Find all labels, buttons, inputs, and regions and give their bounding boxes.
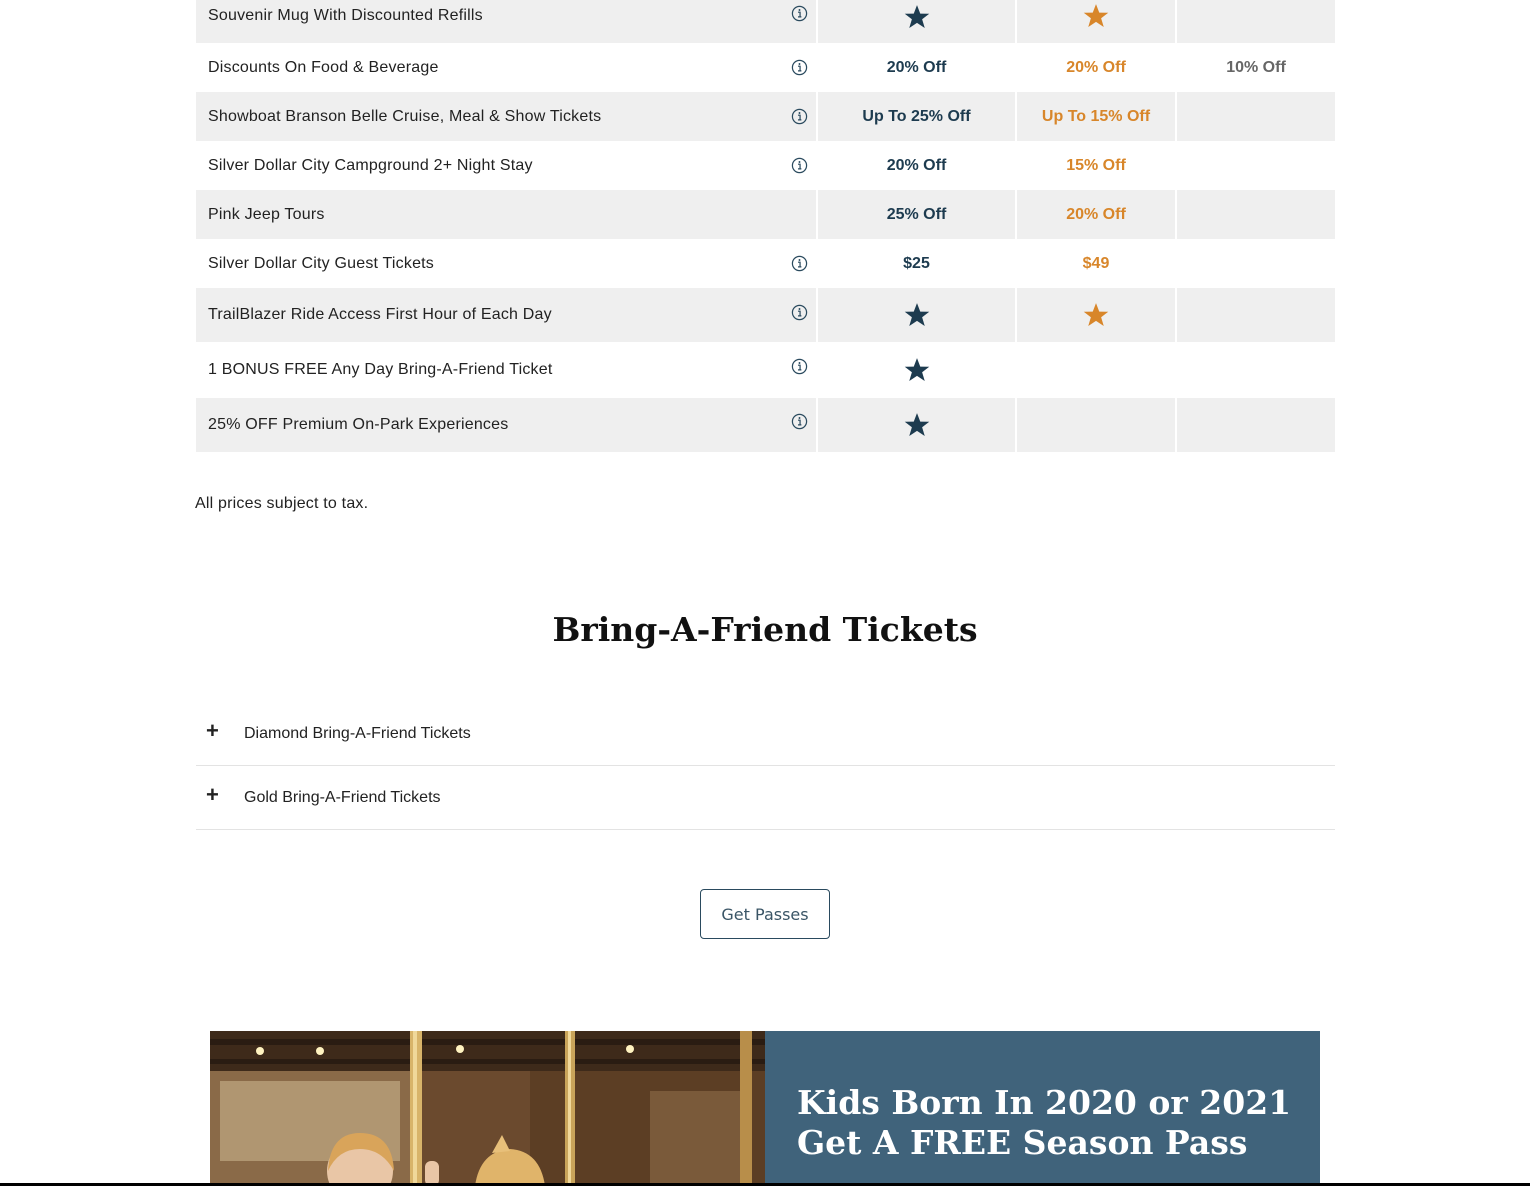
- diamond-cell: 20% Off: [816, 141, 1015, 190]
- info-cell-empty: [783, 190, 816, 239]
- accordion-item-diamond[interactable]: [196, 702, 1335, 766]
- diamond-cell: 20% Off: [816, 43, 1015, 92]
- table-row: [196, 43, 1335, 92]
- gold-cell: Up To 15% Off: [1015, 92, 1175, 141]
- carousel-photo-illustration: [210, 1031, 765, 1186]
- benefit-name: Pink Jeep Tours: [196, 190, 783, 239]
- info-icon[interactable]: [783, 141, 816, 190]
- table-row: [196, 190, 1335, 239]
- star-icon: [1081, 7, 1111, 24]
- benefit-name: 25% OFF Premium On-Park Experiences: [196, 398, 783, 452]
- promo-heading: [797, 1083, 1291, 1163]
- gold-cell: 20% Off: [1015, 43, 1175, 92]
- accordion-label[interactable]: Gold Bring-A-Friend Tickets: [244, 788, 441, 806]
- diamond-cell: [816, 288, 1015, 342]
- diamond-cell: [816, 342, 1015, 398]
- get-passes-button[interactable]: Get Passes: [700, 889, 830, 939]
- gold-cell: [1015, 342, 1175, 398]
- info-icon[interactable]: [783, 288, 816, 342]
- table-row: [196, 398, 1335, 452]
- silver-cell: [1175, 190, 1335, 239]
- carousel-photo: [210, 1031, 765, 1186]
- benefits-table-wrap: [196, 0, 1335, 452]
- benefit-name: Showboat Branson Belle Cruise, Meal & Show Tickets: [196, 92, 783, 141]
- gold-cell: 15% Off: [1015, 141, 1175, 190]
- table-row: [196, 288, 1335, 342]
- silver-cell: [1175, 288, 1335, 342]
- silver-cell: [1175, 239, 1335, 288]
- info-icon[interactable]: [783, 239, 816, 288]
- star-icon: [902, 416, 932, 433]
- benefit-name: 1 BONUS FREE Any Day Bring-A-Friend Ticket: [208, 361, 553, 378]
- info-icon[interactable]: [783, 92, 816, 141]
- plus-icon[interactable]: +: [206, 781, 219, 807]
- diamond-cell: 25% Off: [816, 190, 1015, 239]
- gold-cell: [1015, 398, 1175, 452]
- table-row: [196, 239, 1335, 288]
- table-row: [196, 92, 1335, 141]
- star-icon: [902, 361, 932, 378]
- info-icon[interactable]: [783, 342, 816, 398]
- promo-heading-line2: Get A FREE Season Pass: [797, 1123, 1248, 1162]
- silver-cell: [1175, 141, 1335, 190]
- bring-a-friend-title: Bring-A-Friend Tickets: [552, 610, 978, 649]
- table-row: [196, 342, 1335, 398]
- benefits-table: [196, 0, 1335, 452]
- gold-cell: $49: [1015, 239, 1175, 288]
- diamond-cell: [816, 0, 1015, 43]
- promo-banner: [210, 1031, 1320, 1186]
- gold-cell: [1015, 0, 1175, 43]
- info-icon[interactable]: [783, 43, 816, 92]
- star-icon: [902, 8, 932, 25]
- info-icon[interactable]: [783, 398, 816, 452]
- benefit-name: Souvenir Mug With Discounted Refills: [196, 0, 783, 43]
- tax-note: All prices subject to tax.: [195, 495, 369, 512]
- promo-heading-line1: Kids Born In 2020 or 2021: [797, 1083, 1292, 1122]
- silver-cell: [1175, 0, 1335, 43]
- silver-cell: 10% Off: [1175, 43, 1335, 92]
- benefit-name: Silver Dollar City Campground 2+ Night Stay: [208, 156, 533, 174]
- table-row: [196, 0, 1335, 43]
- accordion-item-gold[interactable]: [196, 766, 1335, 830]
- plus-icon[interactable]: +: [206, 717, 219, 743]
- silver-cell: [1175, 92, 1335, 141]
- diamond-cell: $25: [816, 239, 1015, 288]
- diamond-cell: [816, 398, 1015, 452]
- diamond-cell: Up To 25% Off: [816, 92, 1015, 141]
- gold-cell: 20% Off: [1015, 190, 1175, 239]
- accordion-label[interactable]: Diamond Bring-A-Friend Tickets: [244, 724, 471, 742]
- benefit-name: Silver Dollar City Guest Tickets: [208, 254, 435, 272]
- benefit-name: TrailBlazer Ride Access First Hour of Each Day: [196, 288, 783, 342]
- star-icon: [1081, 306, 1111, 323]
- info-icon[interactable]: [783, 0, 816, 43]
- table-row: [196, 141, 1335, 190]
- silver-cell: [1175, 398, 1335, 452]
- gold-cell: [1015, 288, 1175, 342]
- benefit-name: Discounts On Food & Beverage: [208, 58, 439, 76]
- star-icon: [902, 306, 932, 323]
- promo-panel: [765, 1031, 1320, 1186]
- silver-cell: [1175, 342, 1335, 398]
- bring-a-friend-accordion: [196, 702, 1335, 830]
